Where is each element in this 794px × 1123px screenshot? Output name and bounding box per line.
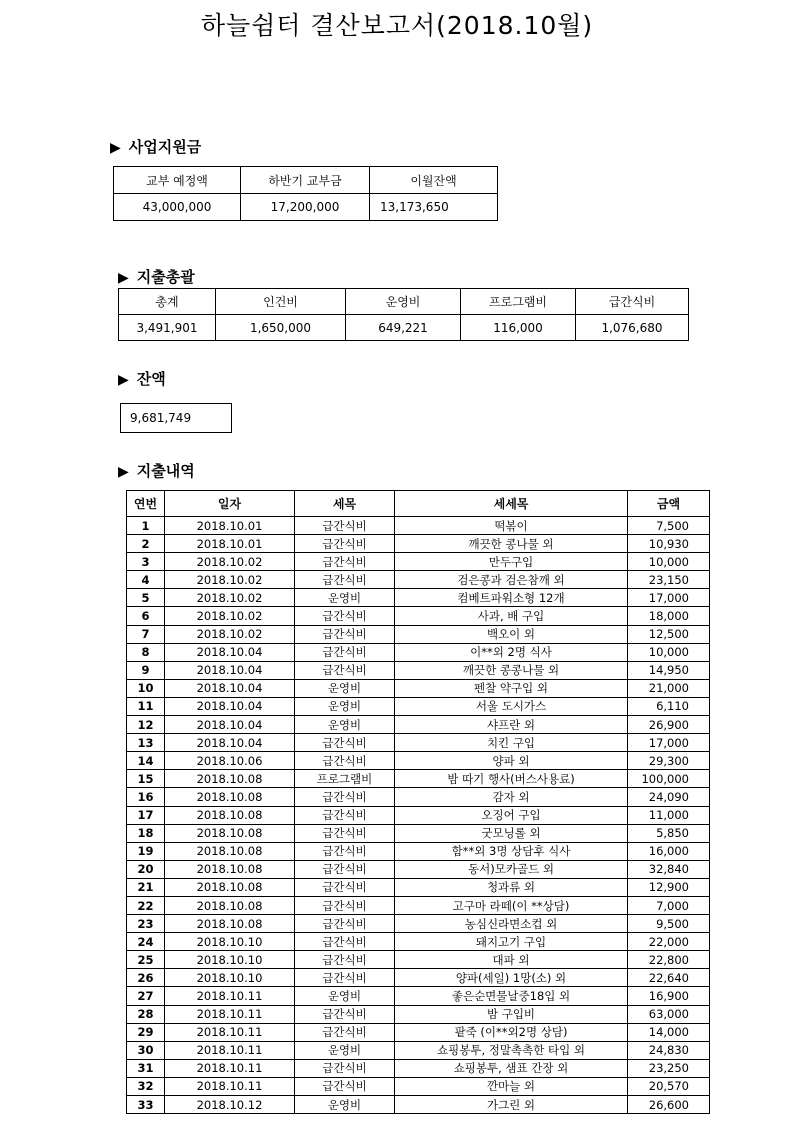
table-cell: 30 — [127, 1041, 165, 1059]
table-row — [127, 553, 710, 571]
table-cell: 22,800 — [628, 951, 710, 969]
table-cell: 7,000 — [628, 896, 710, 914]
page-title: 하늘쉼터 결산보고서(2018.10월) — [200, 11, 594, 40]
triangle-bullet-icon: ▶ — [118, 464, 129, 480]
table-cell: 17,000 — [628, 589, 710, 607]
table-cell: 14,000 — [628, 1023, 710, 1041]
table-cell: 급간식비 — [295, 824, 395, 842]
table-row — [127, 661, 710, 679]
table-cell: 2018.10.04 — [165, 716, 295, 734]
table-cell: 급간식비 — [295, 951, 395, 969]
table-cell: 급간식비 — [295, 878, 395, 896]
table-cell: 16 — [127, 788, 165, 806]
table-row — [127, 589, 710, 607]
table-cell: 운영비 — [295, 1096, 395, 1114]
table-header-cell: 총계 — [119, 289, 216, 315]
table-cell: 2018.10.08 — [165, 806, 295, 824]
triangle-bullet-icon: ▶ — [118, 372, 129, 388]
table-cell: 운영비 — [295, 716, 395, 734]
table-header-cell: 연번 — [127, 491, 165, 517]
table-cell: 2018.10.04 — [165, 697, 295, 715]
table-cell: 사과, 배 구입 — [395, 607, 628, 625]
table-cell: 급간식비 — [295, 842, 395, 860]
table-cell: 7,500 — [628, 517, 710, 535]
table-cell: 1,076,680 — [576, 315, 689, 341]
table-cell: 굿모닝롤 외 — [395, 824, 628, 842]
table-cell: 17,000 — [628, 734, 710, 752]
table-cell: 3,491,901 — [119, 315, 216, 341]
table-cell: 검은콩과 검은참깨 외 — [395, 571, 628, 589]
table-cell: 10,000 — [628, 643, 710, 661]
table-cell: 2018.10.02 — [165, 571, 295, 589]
table-cell: 17 — [127, 806, 165, 824]
table-cell: 2018.10.06 — [165, 752, 295, 770]
section-label: 지출총괄 — [136, 268, 195, 286]
table-cell: 운영비 — [295, 697, 395, 715]
table-cell: 32,840 — [628, 860, 710, 878]
table-header-cell: 하반기 교부금 — [241, 167, 370, 194]
table-cell: 2018.10.11 — [165, 1077, 295, 1095]
table-cell: 2018.10.10 — [165, 969, 295, 987]
table-cell: 급간식비 — [295, 571, 395, 589]
table-header-cell: 급간식비 — [576, 289, 689, 315]
table-cell: 29,300 — [628, 752, 710, 770]
table-cell: 급간식비 — [295, 1005, 395, 1023]
table-row — [127, 969, 710, 987]
table-cell: 1 — [127, 517, 165, 535]
table-cell: 돼지고기 구입 — [395, 933, 628, 951]
table-cell: 가그린 외 — [395, 1096, 628, 1114]
table-cell: 2018.10.08 — [165, 896, 295, 914]
table-row — [127, 1059, 710, 1077]
table-cell: 63,000 — [628, 1005, 710, 1023]
table-row — [127, 607, 710, 625]
table-cell: 깐마늘 외 — [395, 1077, 628, 1095]
table-cell: 31 — [127, 1059, 165, 1077]
table-cell: 급간식비 — [295, 860, 395, 878]
table-cell: 컴베트파워소형 12개 — [395, 589, 628, 607]
table-cell: 급간식비 — [295, 625, 395, 643]
table-cell: 2018.10.08 — [165, 860, 295, 878]
table-row — [127, 625, 710, 643]
table-cell: 2018.10.11 — [165, 1041, 295, 1059]
table-cell: 1,650,000 — [216, 315, 346, 341]
table-cell: 32 — [127, 1077, 165, 1095]
table-cell: 이**외 2명 식사 — [395, 643, 628, 661]
table-cell: 양파(세일) 1망(소) 외 — [395, 969, 628, 987]
table-cell: 28 — [127, 1005, 165, 1023]
table-cell: 2018.10.10 — [165, 951, 295, 969]
table-cell: 9,500 — [628, 915, 710, 933]
table-cell: 2018.10.02 — [165, 625, 295, 643]
table-cell: 밤 구입비 — [395, 1005, 628, 1023]
table-cell: 12,500 — [628, 625, 710, 643]
table-header-cell: 일자 — [165, 491, 295, 517]
table-row — [127, 788, 710, 806]
table-row — [127, 1005, 710, 1023]
section-heading-support — [110, 136, 201, 157]
table-cell: 고구마 라떼(이 **상담) — [395, 896, 628, 914]
table-cell: 2018.10.08 — [165, 788, 295, 806]
table-cell: 21 — [127, 878, 165, 896]
table-cell: 치킨 구입 — [395, 734, 628, 752]
table-cell: 2018.10.08 — [165, 915, 295, 933]
table-cell: 펜찰 약구입 외 — [395, 679, 628, 697]
table-cell: 함**외 3명 상담후 식사 — [395, 842, 628, 860]
table-row — [127, 1096, 710, 1114]
table-cell: 2018.10.04 — [165, 643, 295, 661]
table-row — [127, 571, 710, 589]
table-cell: 27 — [127, 987, 165, 1005]
table-cell: 20 — [127, 860, 165, 878]
table-cell: 14 — [127, 752, 165, 770]
table-cell: 좋은순면물날중18입 외 — [395, 987, 628, 1005]
table-header-cell: 이월잔액 — [370, 167, 498, 194]
table-cell: 2018.10.08 — [165, 878, 295, 896]
table-row — [127, 896, 710, 914]
table-cell: 26,600 — [628, 1096, 710, 1114]
table-header-cell: 운영비 — [346, 289, 461, 315]
section-label: 사업지원금 — [128, 138, 202, 156]
table-cell: 운영비 — [295, 1041, 395, 1059]
table-row — [127, 752, 710, 770]
table-cell: 22 — [127, 896, 165, 914]
table-header-cell: 인건비 — [216, 289, 346, 315]
expense-summary-table — [118, 288, 689, 341]
table-cell: 급간식비 — [295, 752, 395, 770]
table-row — [127, 643, 710, 661]
table-cell: 18 — [127, 824, 165, 842]
table-cell: 2018.10.04 — [165, 734, 295, 752]
table-cell: 2018.10.11 — [165, 1005, 295, 1023]
table-cell: 2018.10.11 — [165, 1023, 295, 1041]
table-cell: 2018.10.04 — [165, 679, 295, 697]
table-cell: 9 — [127, 661, 165, 679]
table-cell: 급간식비 — [295, 788, 395, 806]
table-cell: 급간식비 — [295, 734, 395, 752]
table-cell: 116,000 — [461, 315, 576, 341]
table-cell: 샤프란 외 — [395, 716, 628, 734]
balance-value: 9,681,749 — [120, 403, 232, 433]
table-cell: 29 — [127, 1023, 165, 1041]
table-cell: 백오이 외 — [395, 625, 628, 643]
table-cell: 급간식비 — [295, 607, 395, 625]
table-cell: 16,900 — [628, 987, 710, 1005]
table-row — [127, 770, 710, 788]
section-label: 지출내역 — [136, 462, 195, 480]
table-row — [127, 697, 710, 715]
table-cell: 16,000 — [628, 842, 710, 860]
table-header-cell: 세세목 — [395, 491, 628, 517]
table-cell: 쇼핑봉투, 샘표 간장 외 — [395, 1059, 628, 1077]
table-header-cell: 교부 예정액 — [114, 167, 241, 194]
table-cell: 11 — [127, 697, 165, 715]
table-row — [127, 679, 710, 697]
table-cell: 24,830 — [628, 1041, 710, 1059]
table-cell: 운영비 — [295, 987, 395, 1005]
table-cell: 2 — [127, 535, 165, 553]
table-cell: 2018.10.02 — [165, 607, 295, 625]
table-cell: 6 — [127, 607, 165, 625]
table-cell: 100,000 — [628, 770, 710, 788]
support-fund-table — [113, 166, 498, 221]
table-cell: 33 — [127, 1096, 165, 1114]
table-row — [127, 915, 710, 933]
table-cell: 급간식비 — [295, 553, 395, 571]
table-cell: 5,850 — [628, 824, 710, 842]
table-cell: 18,000 — [628, 607, 710, 625]
triangle-bullet-icon: ▶ — [110, 140, 121, 156]
table-header-cell: 프로그램비 — [461, 289, 576, 315]
table-cell: 쇼핑봉투, 정말촉촉한 타입 외 — [395, 1041, 628, 1059]
table-cell: 오징어 구입 — [395, 806, 628, 824]
table-cell: 떡볶이 — [395, 517, 628, 535]
table-cell: 24 — [127, 933, 165, 951]
table-cell: 2018.10.04 — [165, 661, 295, 679]
table-cell: 22,000 — [628, 933, 710, 951]
table-cell: 2018.10.01 — [165, 535, 295, 553]
table-cell: 21,000 — [628, 679, 710, 697]
table-cell: 24,090 — [628, 788, 710, 806]
table-cell: 8 — [127, 643, 165, 661]
table-row — [127, 951, 710, 969]
table-cell: 양파 외 — [395, 752, 628, 770]
table-cell: 급간식비 — [295, 643, 395, 661]
table-row — [127, 535, 710, 553]
table-cell: 23 — [127, 915, 165, 933]
table-cell: 14,950 — [628, 661, 710, 679]
table-row — [127, 1041, 710, 1059]
table-header-row — [127, 491, 710, 517]
table-cell: 6,110 — [628, 697, 710, 715]
table-cell: 깨끗한 콩콩나물 외 — [395, 661, 628, 679]
section-heading-balance — [118, 368, 166, 389]
table-cell: 동서)모카골드 외 — [395, 860, 628, 878]
table-cell: 2018.10.02 — [165, 553, 295, 571]
table-cell: 프로그램비 — [295, 770, 395, 788]
table-header-cell: 세목 — [295, 491, 395, 517]
section-label: 잔액 — [136, 370, 166, 388]
table-cell: 43,000,000 — [114, 194, 241, 221]
expense-detail-table — [126, 490, 710, 1114]
table-cell: 10,000 — [628, 553, 710, 571]
table-cell: 26 — [127, 969, 165, 987]
table-cell: 23,250 — [628, 1059, 710, 1077]
table-row — [127, 878, 710, 896]
table-cell: 급간식비 — [295, 915, 395, 933]
table-row — [127, 824, 710, 842]
table-cell: 급간식비 — [295, 933, 395, 951]
table-cell: 2018.10.08 — [165, 842, 295, 860]
table-cell: 급간식비 — [295, 535, 395, 553]
table-cell: 만두구입 — [395, 553, 628, 571]
table-cell: 2018.10.11 — [165, 1059, 295, 1077]
table-row — [127, 734, 710, 752]
table-cell: 11,000 — [628, 806, 710, 824]
table-cell: 서울 도시가스 — [395, 697, 628, 715]
table-cell: 4 — [127, 571, 165, 589]
table-cell: 2018.10.11 — [165, 987, 295, 1005]
table-cell: 급간식비 — [295, 661, 395, 679]
table-cell: 청과류 외 — [395, 878, 628, 896]
table-cell: 10 — [127, 679, 165, 697]
table-cell: 농심신라면소컵 외 — [395, 915, 628, 933]
section-heading-detail — [118, 460, 195, 481]
table-cell: 운영비 — [295, 679, 395, 697]
table-row — [127, 1077, 710, 1095]
table-row — [127, 842, 710, 860]
table-cell: 13 — [127, 734, 165, 752]
table-cell: 밤 따기 행사(버스사용료) — [395, 770, 628, 788]
table-cell: 급간식비 — [295, 1023, 395, 1041]
table-cell: 13,173,650 — [370, 194, 498, 221]
table-cell: 15 — [127, 770, 165, 788]
table-cell: 649,221 — [346, 315, 461, 341]
table-cell: 3 — [127, 553, 165, 571]
table-cell: 12,900 — [628, 878, 710, 896]
table-cell: 급간식비 — [295, 969, 395, 987]
table-cell: 22,640 — [628, 969, 710, 987]
table-row — [127, 933, 710, 951]
table-row — [127, 806, 710, 824]
table-cell: 19 — [127, 842, 165, 860]
table-cell: 2018.10.02 — [165, 589, 295, 607]
table-cell: 5 — [127, 589, 165, 607]
table-cell: 급간식비 — [295, 896, 395, 914]
table-cell: 급간식비 — [295, 1077, 395, 1095]
triangle-bullet-icon: ▶ — [118, 270, 129, 286]
table-cell: 깨끗한 콩나물 외 — [395, 535, 628, 553]
table-cell: 7 — [127, 625, 165, 643]
table-cell: 팥죽 (이**외2명 상담) — [395, 1023, 628, 1041]
table-row — [127, 860, 710, 878]
table-cell: 12 — [127, 716, 165, 734]
table-cell: 10,930 — [628, 535, 710, 553]
table-cell: 25 — [127, 951, 165, 969]
table-row — [127, 716, 710, 734]
table-cell: 급간식비 — [295, 806, 395, 824]
table-row — [127, 517, 710, 535]
table-cell: 급간식비 — [295, 517, 395, 535]
table-cell: 20,570 — [628, 1077, 710, 1095]
table-cell: 2018.10.10 — [165, 933, 295, 951]
table-cell: 2018.10.08 — [165, 824, 295, 842]
table-row — [127, 1023, 710, 1041]
table-cell: 감자 외 — [395, 788, 628, 806]
table-cell: 2018.10.01 — [165, 517, 295, 535]
table-cell: 급간식비 — [295, 1059, 395, 1077]
table-cell: 2018.10.08 — [165, 770, 295, 788]
table-cell: 대파 외 — [395, 951, 628, 969]
table-cell: 23,150 — [628, 571, 710, 589]
table-row — [127, 987, 710, 1005]
table-cell: 17,200,000 — [241, 194, 370, 221]
table-cell: 26,900 — [628, 716, 710, 734]
table-header-cell: 금액 — [628, 491, 710, 517]
table-cell: 운영비 — [295, 589, 395, 607]
table-cell: 2018.10.12 — [165, 1096, 295, 1114]
section-heading-summary — [118, 266, 195, 287]
